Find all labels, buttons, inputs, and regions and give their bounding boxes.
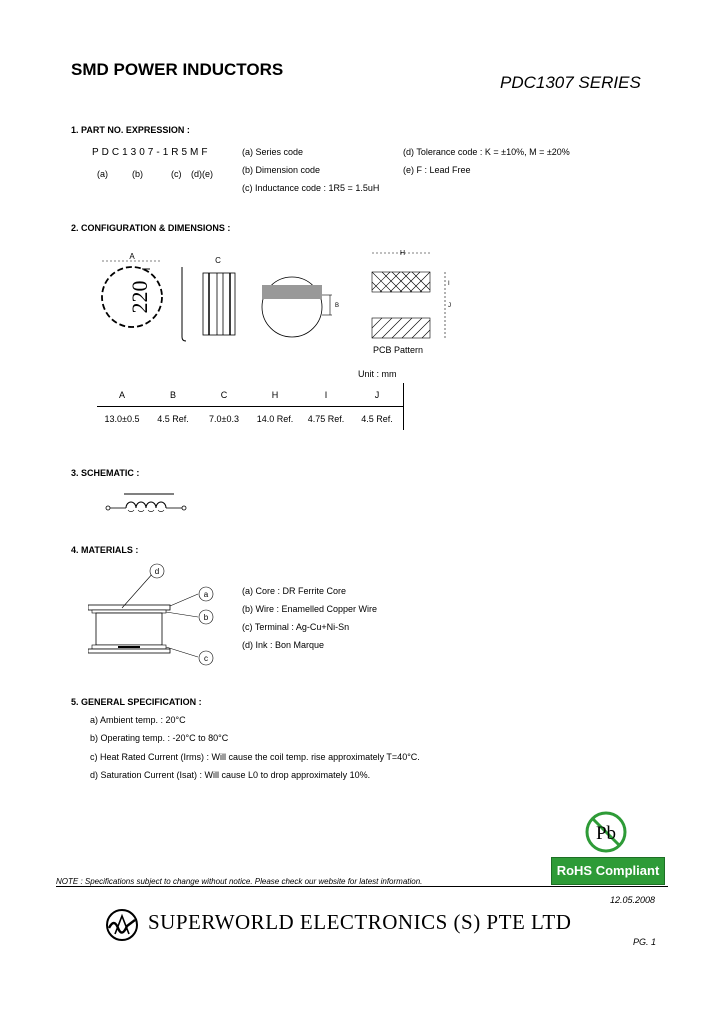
material-a: (a) Core : DR Ferrite Core bbox=[242, 586, 347, 596]
part-label-b: (b) bbox=[132, 169, 143, 179]
dimensions-table bbox=[97, 383, 404, 430]
cell-i: 4.75 Ref. bbox=[307, 413, 345, 424]
col-b-header: B bbox=[147, 383, 199, 407]
pcb-pattern-drawing bbox=[372, 250, 451, 338]
callout-d: d bbox=[154, 567, 160, 576]
part-label-c: (c) bbox=[171, 169, 182, 179]
part-desc-b: (b) Dimension code bbox=[242, 165, 321, 175]
material-b: (b) Wire : Enamelled Copper Wire bbox=[242, 604, 378, 614]
part-desc-e: (e) F : Lead Free bbox=[403, 165, 471, 175]
callout-a: a bbox=[203, 590, 209, 599]
page-number: PG. 1 bbox=[633, 937, 657, 947]
side-view-drawing bbox=[182, 256, 235, 341]
section-1-heading: 1. PART NO. EXPRESSION : bbox=[71, 125, 190, 135]
material-d: (d) Ink : Bon Marque bbox=[242, 640, 325, 650]
material-c: (c) Terminal : Ag-Cu+Ni-Sn bbox=[242, 622, 350, 632]
company-logo-icon bbox=[105, 908, 139, 942]
cell-a: 13.0±0.5 bbox=[104, 413, 140, 424]
dim-i-label: I bbox=[448, 281, 450, 287]
col-h-header: H bbox=[249, 383, 301, 407]
col-j-header: J bbox=[351, 383, 404, 407]
callout-c: c bbox=[204, 654, 208, 663]
part-label-a: (a) bbox=[97, 169, 108, 179]
bottom-view-drawing bbox=[262, 277, 339, 337]
section-3-heading: 3. SCHEMATIC : bbox=[71, 468, 140, 478]
cell-j: 4.5 Ref. bbox=[351, 407, 404, 431]
spec-d: d) Saturation Current (Isat) : Will cause L0 to drop approximately 10%. bbox=[90, 770, 371, 780]
col-a-header: A bbox=[97, 383, 147, 407]
spec-a: a) Ambient temp. : 20°C bbox=[90, 715, 186, 725]
callout-b: b bbox=[203, 613, 209, 622]
cell-c: 7.0±0.3 bbox=[209, 413, 239, 424]
part-desc-d: (d) Tolerance code : K = ±10%, M = ±20% bbox=[403, 147, 570, 157]
materials-drawing bbox=[88, 560, 223, 670]
series-name: PDC1307 SERIES bbox=[500, 73, 641, 92]
rohs-compliant-badge: RoHS Compliant bbox=[551, 857, 665, 885]
spec-b: b) Operating temp. : -20°C to 80°C bbox=[90, 733, 229, 743]
part-desc-c: (c) Inductance code : 1R5 = 1.5uH bbox=[242, 183, 380, 193]
part-label-de: (d)(e) bbox=[191, 169, 213, 179]
lead-free-icon bbox=[584, 810, 628, 854]
company-name: SUPERWORLD ELECTRONICS (S) PTE LTD bbox=[148, 910, 572, 934]
part-number-code: PDC1307-1R5MF bbox=[92, 147, 211, 158]
top-view-drawing bbox=[102, 252, 162, 327]
section-2-heading: 2. CONFIGURATION & DIMENSIONS : bbox=[71, 223, 231, 233]
dim-c-label: C bbox=[215, 256, 221, 265]
col-c-header: C bbox=[199, 383, 249, 407]
dim-a-label: A bbox=[129, 252, 135, 261]
dim-h-label: H bbox=[400, 250, 406, 257]
table-header-row bbox=[97, 383, 404, 407]
document-date: 12.05.2008 bbox=[610, 895, 656, 905]
marking-text: 220 bbox=[127, 280, 152, 314]
cell-b: 4.5 Ref. bbox=[157, 413, 189, 424]
part-desc-a: (a) Series code bbox=[242, 147, 304, 157]
table-row bbox=[97, 407, 404, 431]
footer-divider bbox=[56, 886, 668, 887]
spec-c: c) Heat Rated Current (Irms) : Will cause the coil temp. rise approximately T=40°C. bbox=[90, 752, 420, 762]
footer-note: NOTE : Specifications subject to change without notice. Please check our website for latest information. bbox=[56, 877, 423, 886]
pcb-pattern-label: PCB Pattern bbox=[373, 345, 424, 355]
dim-j-label: J bbox=[448, 303, 451, 309]
section-5-heading: 5. GENERAL SPECIFICATION : bbox=[71, 697, 202, 707]
document-title: SMD POWER INDUCTORS bbox=[71, 60, 284, 79]
dim-b-label: B bbox=[335, 303, 340, 309]
section-4-heading: 4. MATERIALS : bbox=[71, 545, 139, 555]
cell-h: 14.0 Ref. bbox=[256, 413, 294, 424]
unit-label: Unit : mm bbox=[358, 369, 397, 379]
col-i-header: I bbox=[301, 383, 351, 407]
schematic-symbol bbox=[104, 490, 194, 520]
pb-symbol: Pb bbox=[595, 823, 617, 844]
